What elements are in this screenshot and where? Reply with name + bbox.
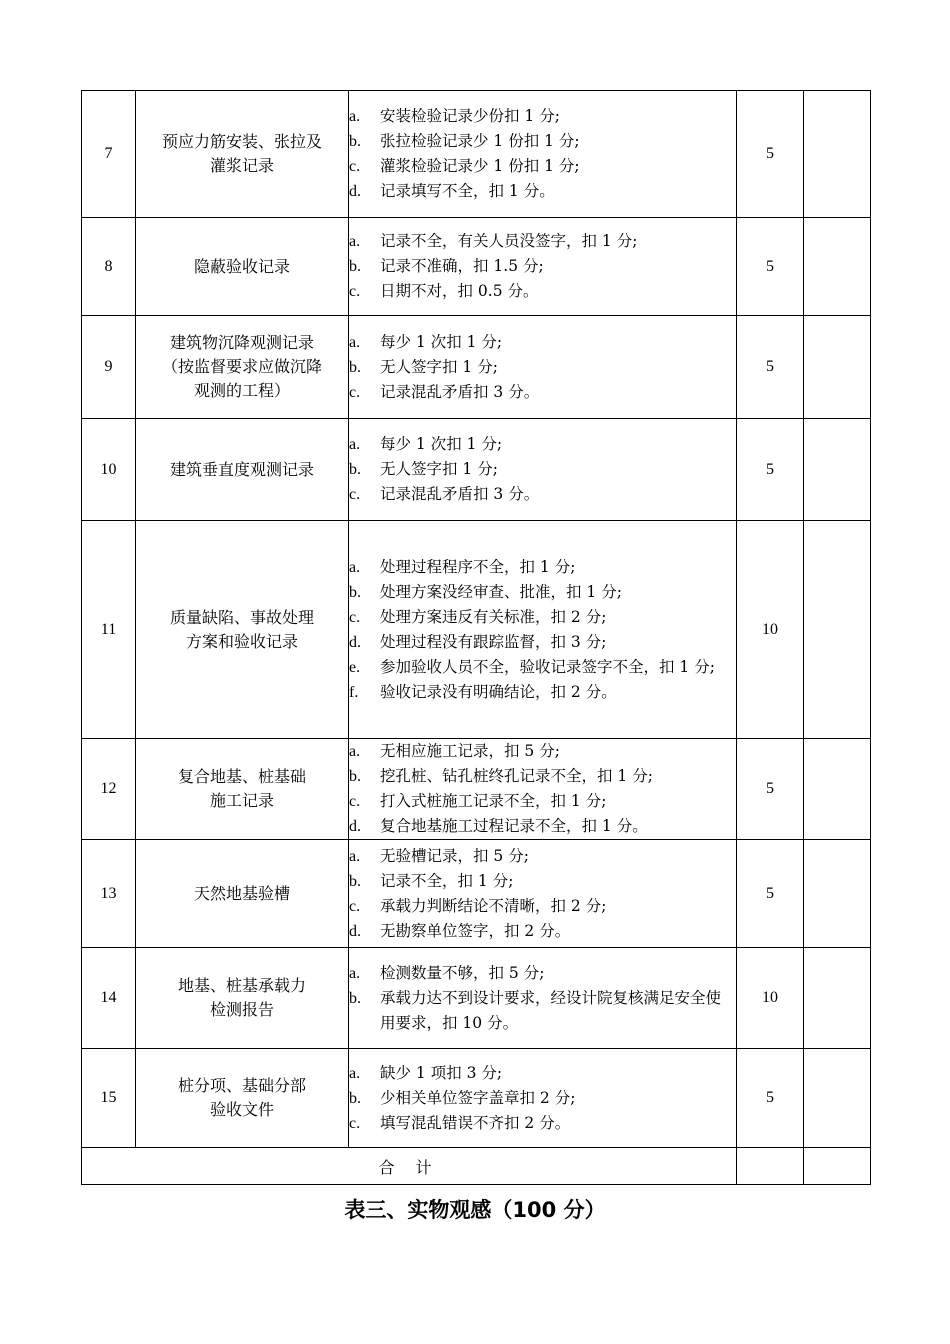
criteria-text: 张拉检验记录少 1 份扣 1 分;	[380, 132, 580, 150]
table-row	[82, 419, 871, 521]
criteria-text: 灌浆检验记录少 1 份扣 1 分;	[380, 157, 580, 175]
item-name-line: 检测报告	[209, 1000, 274, 1019]
criteria-marker: b.	[349, 358, 361, 376]
criteria-marker: b.	[349, 872, 361, 890]
criteria-item	[349, 229, 736, 254]
criteria-text: 参加验收人员不全，验收记录签字不全，扣 1 分;	[380, 657, 715, 676]
full-score: 5	[737, 1049, 804, 1148]
total-deduction-cell	[804, 1148, 871, 1185]
criteria-text: 无验槽记录，扣 5 分;	[380, 846, 529, 865]
table-row	[82, 739, 871, 840]
item-name-line: 灌浆记录	[209, 156, 274, 175]
row-number: 10	[82, 419, 136, 521]
item-name-line: 观测的工程）	[193, 381, 290, 400]
row-number: 15	[82, 1049, 136, 1148]
criteria-text: 无人签字扣 1 分;	[380, 460, 498, 478]
criteria-item	[349, 380, 736, 405]
criteria-marker: d.	[349, 922, 361, 940]
item-name-line: （按监督要求应做沉降	[161, 357, 322, 376]
full-score: 10	[737, 948, 804, 1049]
criteria-item	[349, 764, 736, 789]
criteria-item	[349, 869, 736, 894]
criteria-marker: c.	[349, 793, 361, 810]
criteria-text: 日期不对，扣 0.5 分。	[380, 282, 539, 300]
criteria-marker: b.	[349, 1089, 361, 1107]
criteria-text: 打入式桩施工记录不全，扣 1 分;	[380, 792, 607, 810]
total-row	[82, 1148, 871, 1185]
item-name	[136, 1049, 349, 1148]
row-number: 8	[82, 218, 136, 316]
criteria-item	[349, 580, 736, 605]
full-score: 5	[737, 739, 804, 840]
row-number: 7	[82, 91, 136, 218]
criteria-item	[349, 355, 736, 380]
criteria-cell	[349, 218, 737, 316]
criteria-text: 少相关单位签字盖章扣 2 分;	[380, 1088, 576, 1107]
row-number: 14	[82, 948, 136, 1049]
item-name-line: 建筑垂直度观测记录	[169, 459, 314, 479]
table-row	[82, 1049, 871, 1148]
criteria-marker: b.	[349, 768, 361, 785]
full-score: 5	[737, 91, 804, 218]
criteria-cell	[349, 1049, 737, 1148]
criteria-marker: c.	[349, 158, 361, 175]
criteria-list	[349, 229, 736, 304]
criteria-list	[349, 961, 736, 1036]
criteria-cell	[349, 91, 737, 218]
criteria-item	[349, 630, 736, 655]
criteria-marker: c.	[349, 283, 361, 300]
criteria-marker: b.	[349, 258, 361, 275]
criteria-item	[349, 894, 736, 919]
criteria-text: 处理过程程序不全，扣 1 分;	[380, 557, 576, 576]
criteria-text: 挖孔桩、钻孔桩终孔记录不全，扣 1 分;	[380, 767, 653, 785]
item-name	[136, 840, 349, 948]
criteria-text: 记录混乱矛盾扣 3 分。	[380, 382, 540, 401]
item-name-line: 建筑物沉降观测记录	[169, 333, 314, 352]
criteria-marker: c.	[349, 486, 361, 503]
item-name	[136, 218, 349, 316]
criteria-cell	[349, 316, 737, 419]
deduction-cell	[804, 948, 871, 1049]
deduction-cell	[804, 840, 871, 948]
criteria-text: 承载力达不到设计要求，经设计院复核满足安全使用要求，扣 10 分。	[380, 988, 722, 1032]
item-name-line: 方案和验收记录	[185, 631, 298, 651]
criteria-text: 记录混乱矛盾扣 3 分。	[380, 485, 540, 503]
criteria-marker: d.	[349, 183, 361, 200]
criteria-text: 复合地基施工过程记录不全，扣 1 分。	[380, 817, 648, 835]
full-score: 10	[737, 521, 804, 739]
criteria-text: 承载力判断结论不清晰，扣 2 分;	[380, 896, 607, 915]
criteria-marker: b.	[349, 989, 361, 1007]
criteria-item	[349, 986, 736, 1036]
criteria-text: 验收记录没有明确结论，扣 2 分。	[380, 682, 617, 701]
criteria-item	[349, 961, 736, 986]
criteria-text: 安装检验记录少份扣 1 分;	[380, 107, 560, 125]
criteria-marker: b.	[349, 133, 361, 150]
item-name-line: 验收文件	[209, 1100, 274, 1119]
criteria-text: 记录填写不全，扣 1 分。	[380, 182, 555, 200]
criteria-cell	[349, 739, 737, 840]
criteria-item	[349, 154, 736, 179]
criteria-marker: c.	[349, 1114, 361, 1132]
criteria-item	[349, 1086, 736, 1111]
criteria-text: 每少 1 次扣 1 分;	[380, 332, 503, 351]
criteria-text: 记录不全，扣 1 分;	[380, 871, 514, 890]
criteria-marker: a.	[349, 1064, 361, 1082]
item-name-line: 地基、桩基承载力	[177, 976, 306, 995]
criteria-item	[349, 457, 736, 482]
criteria-marker: a.	[349, 333, 361, 351]
deduction-cell	[804, 1049, 871, 1148]
criteria-item	[349, 739, 736, 764]
criteria-list	[349, 1061, 736, 1136]
item-name	[136, 419, 349, 521]
criteria-marker: d.	[349, 818, 361, 835]
item-name-line: 质量缺陷、事故处理	[169, 607, 314, 627]
criteria-item	[349, 179, 736, 204]
deduction-cell	[804, 739, 871, 840]
criteria-item	[349, 814, 736, 839]
criteria-list	[349, 844, 736, 944]
criteria-marker: a.	[349, 108, 361, 125]
item-name-line: 天然地基验槽	[193, 883, 290, 903]
full-score: 5	[737, 218, 804, 316]
full-score: 5	[737, 316, 804, 419]
criteria-text: 处理方案没经审查、批准，扣 1 分;	[380, 582, 622, 601]
row-number: 9	[82, 316, 136, 419]
criteria-marker: c.	[349, 897, 361, 915]
criteria-item	[349, 919, 736, 944]
item-name	[136, 316, 349, 419]
deduction-cell	[804, 218, 871, 316]
criteria-text: 检测数量不够，扣 5 分;	[380, 963, 545, 982]
criteria-list	[349, 739, 736, 839]
item-name-line: 预应力筋安装、张拉及	[161, 132, 322, 151]
criteria-cell	[349, 521, 737, 739]
criteria-item	[349, 279, 736, 304]
criteria-item	[349, 680, 736, 705]
criteria-marker: a.	[349, 558, 361, 576]
item-name	[136, 91, 349, 218]
item-name	[136, 739, 349, 840]
scoring-table	[81, 90, 871, 1185]
criteria-cell	[349, 840, 737, 948]
criteria-text: 无相应施工记录，扣 5 分;	[380, 742, 560, 760]
criteria-item	[349, 432, 736, 457]
criteria-marker: a.	[349, 743, 361, 760]
criteria-item	[349, 104, 736, 129]
criteria-item	[349, 1111, 736, 1136]
row-number: 11	[82, 521, 136, 739]
criteria-marker: a.	[349, 964, 361, 982]
criteria-marker: a.	[349, 847, 361, 865]
full-score: 5	[737, 419, 804, 521]
criteria-text: 缺少 1 项扣 3 分;	[380, 1063, 503, 1082]
row-number: 13	[82, 840, 136, 948]
criteria-marker: c.	[349, 383, 361, 401]
criteria-cell	[349, 948, 737, 1049]
criteria-marker: c.	[349, 608, 361, 626]
criteria-text: 每少 1 次扣 1 分;	[380, 435, 503, 453]
criteria-marker: b.	[349, 461, 361, 478]
criteria-item	[349, 789, 736, 814]
criteria-text: 填写混乱错误不齐扣 2 分。	[380, 1113, 571, 1132]
deduction-cell	[804, 521, 871, 739]
criteria-list	[349, 555, 736, 705]
criteria-marker: a.	[349, 233, 361, 250]
deduction-cell	[804, 316, 871, 419]
criteria-marker: b.	[349, 583, 361, 601]
criteria-list	[349, 104, 736, 204]
item-name	[136, 521, 349, 739]
table-row	[82, 316, 871, 419]
criteria-list	[349, 432, 736, 507]
scoring-table-body	[82, 91, 871, 1148]
table-row	[82, 840, 871, 948]
table-row	[82, 218, 871, 316]
criteria-marker: f.	[349, 683, 359, 701]
table-row	[82, 91, 871, 218]
criteria-item	[349, 844, 736, 869]
total-label: 合 计	[82, 1148, 737, 1185]
criteria-text: 记录不全，有关人员没签字，扣 1 分;	[380, 232, 638, 250]
table-row	[82, 948, 871, 1049]
criteria-text: 处理过程没有跟踪监督，扣 3 分;	[380, 632, 607, 651]
total-score-cell	[737, 1148, 804, 1185]
criteria-item	[349, 482, 736, 507]
criteria-marker: a.	[349, 436, 361, 453]
criteria-cell	[349, 419, 737, 521]
criteria-marker: e.	[349, 658, 361, 676]
item-name-line: 复合地基、桩基础	[177, 767, 306, 786]
next-table-heading: 表三、实物观感（100 分）	[344, 1198, 606, 1222]
item-name	[136, 948, 349, 1049]
item-name-line: 隐蔽验收记录	[193, 256, 290, 276]
item-name-line: 施工记录	[209, 791, 274, 810]
criteria-text: 记录不准确，扣 1.5 分;	[380, 257, 544, 275]
criteria-item	[349, 1061, 736, 1086]
full-score: 5	[737, 840, 804, 948]
item-name-line: 桩分项、基础分部	[177, 1076, 306, 1095]
criteria-item	[349, 330, 736, 355]
deduction-cell	[804, 419, 871, 521]
row-number: 12	[82, 739, 136, 840]
criteria-marker: d.	[349, 633, 361, 651]
criteria-text: 无勘察单位签字，扣 2 分。	[380, 921, 571, 940]
deduction-cell	[804, 91, 871, 218]
criteria-item	[349, 129, 736, 154]
criteria-item	[349, 605, 736, 630]
table-row	[82, 521, 871, 739]
criteria-item	[349, 655, 736, 680]
criteria-text: 无人签字扣 1 分;	[380, 357, 498, 376]
criteria-list	[349, 330, 736, 405]
criteria-item	[349, 555, 736, 580]
criteria-item	[349, 254, 736, 279]
criteria-text: 处理方案违反有关标准，扣 2 分;	[380, 607, 607, 626]
